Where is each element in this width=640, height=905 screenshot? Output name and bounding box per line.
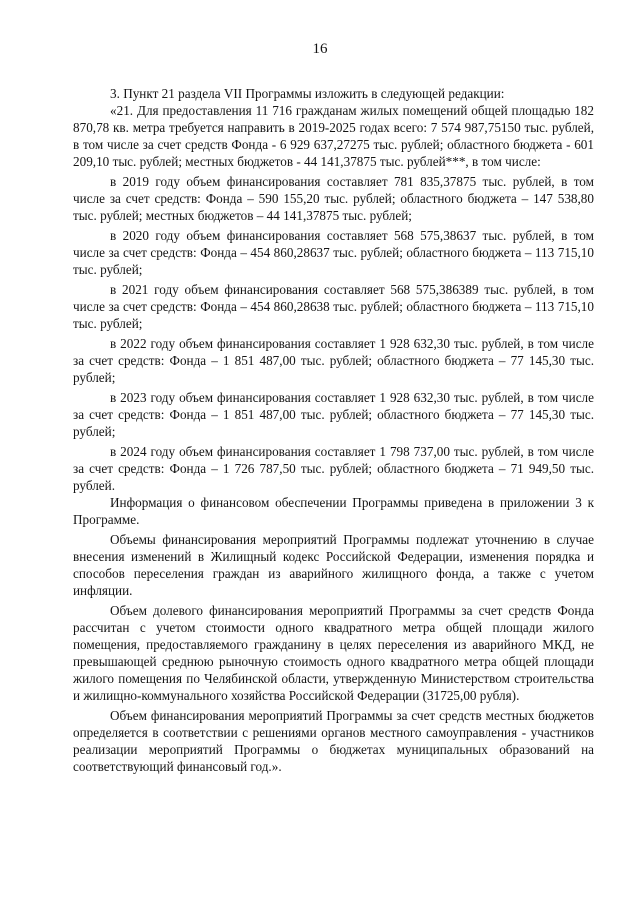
paragraph-financing-info: Информация о финансовом обеспечении Программы приведена в приложении 3 к Программе.: [73, 495, 594, 527]
document-body: [73, 85, 594, 775]
paragraph-year-2020: в 2020 году объем финансирования составляет 568 575,38637 тыс. рублей, в том числе за счет средств: Фонда – 454 860,28637 тыс. рублей; областного бюджета – 113 715,10 тыс. рублей;: [73, 228, 594, 277]
paragraph-fund-share: Объем долевого финансирования мероприятий Программы за счет средств Фонда рассчитан с учетом стоимости одного квадратного метра общей площади жилого помещения, предоставляемого гражданину в целях переселения из аварийного МКД, не превышающей среднюю рыночную стоимость одного квадратного метра общей площади жилого помещения по Челябинской области, утвержденную Министерством строительства и жилищно-коммунального хозяйства Российской Федерации (31725,00 рубля).: [73, 603, 594, 703]
paragraph-year-2021: в 2021 году объем финансирования составляет 568 575,386389 тыс. рублей, в том числе за счет средств: Фонда – 454 860,28638 тыс. рублей; областного бюджета – 113 715,10 тыс. рублей;: [73, 282, 594, 331]
paragraph-year-2019: в 2019 году объем финансирования составляет 781 835,37875 тыс. рублей, в том числе за счет средств: Фонда – 590 155,20 тыс. рублей; областного бюджета – 147 538,80 тыс. рублей; местных бюджетов – 44 141,37875 тыс. рублей;: [73, 174, 594, 223]
paragraph-local-budgets: Объем финансирования мероприятий Программы за счет средств местных бюджетов определяется в соответствии с решениями органов местного самоуправления - участников реализации мероприятий Программы о бюджетах муниципальных образований на соответствующий финансовый год.».: [73, 708, 594, 774]
paragraph-financing-adjustment: Объемы финансирования мероприятий Программы подлежат уточнению в случае внесения изменений в Жилищный кодекс Российской Федерации, изменения порядка и способов переселения граждан из аварийного жилищного фонда, а также с учетом инфляции.: [73, 532, 594, 598]
paragraph-year-2024: в 2024 году объем финансирования составляет 1 798 737,00 тыс. рублей, в том числе за счет средств: Фонда – 1 726 787,50 тыс. рублей; областного бюджета – 71 949,50 тыс. рублей.: [73, 444, 594, 493]
paragraph-point-21: «21. Для предоставления 11 716 гражданам жилых помещений общей площадью 182 870,78 кв. метра требуется направить в 2019-2025 годах всего: 7 574 987,75150 тыс. рублей, в том числе за счет средств Фонда - 6 929 637,27275 тыс. рублей; областного бюджета - 601 209,10 тыс. рублей; местных бюджетов - 44 141,37875 тыс. рублей***, в том числе:: [73, 103, 594, 169]
paragraph-item-3-intro: 3. Пункт 21 раздела VII Программы изложить в следующей редакции:: [110, 86, 505, 101]
page-number: 16: [312, 41, 328, 57]
paragraph-year-2022: в 2022 году объем финансирования составляет 1 928 632,30 тыс. рублей, в том числе за счет средств: Фонда – 1 851 487,00 тыс. рублей; областного бюджета – 77 145,30 тыс. рублей;: [73, 336, 594, 385]
paragraph-year-2023: в 2023 году объем финансирования составляет 1 928 632,30 тыс. рублей, в том числе за счет средств: Фонда – 1 851 487,00 тыс. рублей; областного бюджета – 77 145,30 тыс. рублей;: [73, 390, 594, 439]
